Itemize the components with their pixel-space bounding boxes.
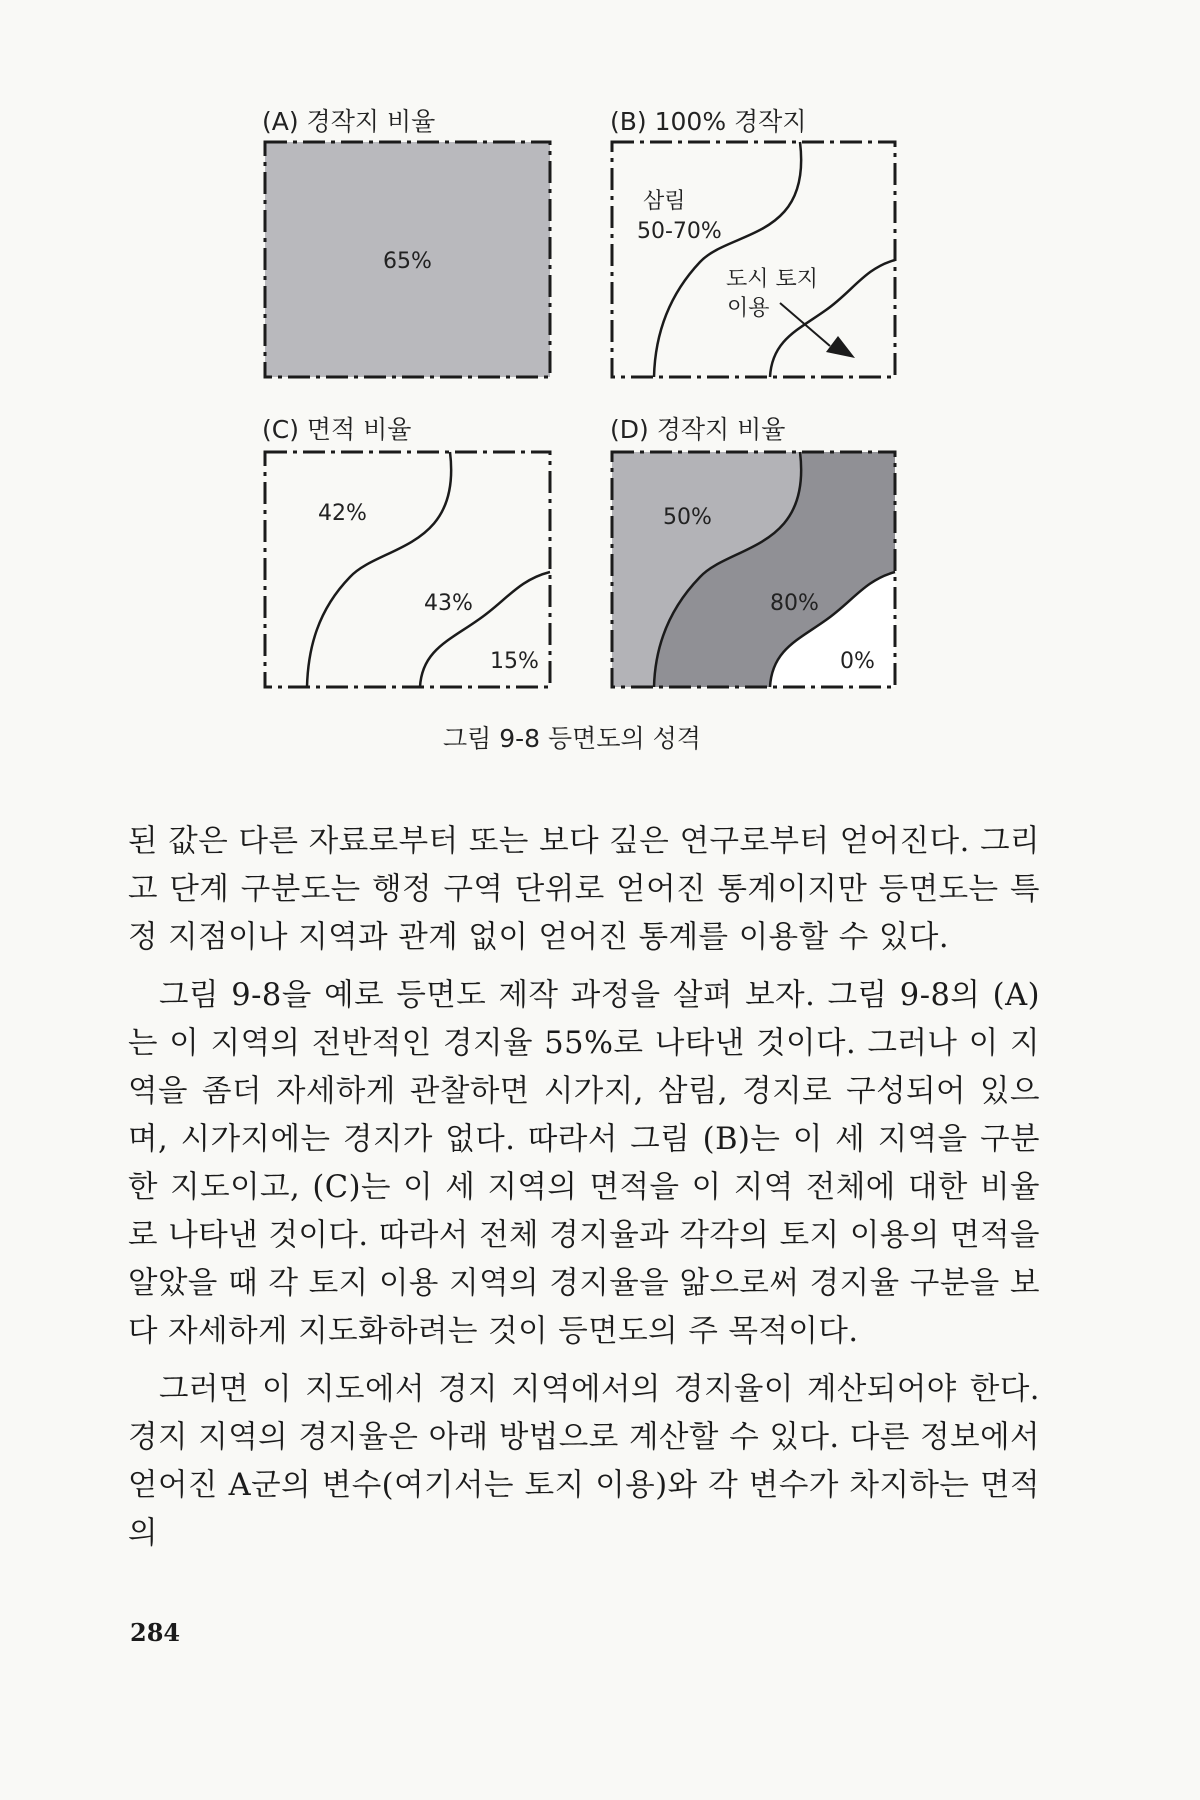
panel-c-value-forest: 42% xyxy=(318,501,367,526)
panel-d xyxy=(610,415,895,687)
panel-b-arrow-head xyxy=(826,336,855,358)
panel-a-value: 65% xyxy=(383,249,432,274)
panel-d-label: (D) 경작지 비율 xyxy=(610,415,786,444)
panel-c-value-farm: 43% xyxy=(424,591,473,616)
body-text xyxy=(128,818,1040,1568)
panel-b-forest-boundary xyxy=(654,142,801,377)
paragraph-1: 된 값은 다른 자료로부터 또는 보다 깊은 연구로부터 얻어진다. 그리고 단계 구분도는 행정 구역 단위로 얻어진 통계이지만 등면도는 특정 지점이나 지역과 관계 없이 얻어진 통계를 이용할 수 있다. xyxy=(128,824,1040,955)
panel-b-urban-label: 도시 토지 xyxy=(726,267,819,292)
figure-caption: 그림 9-8 등면도의 성격 xyxy=(443,724,701,753)
panel-d-value-farm: 80% xyxy=(770,591,819,616)
panel-b-forest-label: 삼림 xyxy=(643,189,686,214)
panel-a-label: (A) 경작지 비율 xyxy=(262,107,436,136)
panel-a xyxy=(262,107,550,377)
panel-c-value-urban: 15% xyxy=(490,649,539,674)
panel-b-forest-range: 50-70% xyxy=(637,219,722,244)
page-number: 284 xyxy=(130,1618,181,1647)
paragraph-3: 그러면 이 지도에서 경지 지역에서의 경지율이 계산되어야 한다. 경지 지역의 경지율은 아래 방법으로 계산할 수 있다. 다른 정보에서 얻어진 A군의 변수(여기서는 토지 이용)와 각 변수가 차지하는 면적의 xyxy=(128,1372,1040,1551)
panel-b-label: (B) 100% 경작지 xyxy=(610,107,807,136)
panel-b-border xyxy=(612,142,895,377)
panel-b xyxy=(610,107,895,377)
panel-d-value-urban: 0% xyxy=(840,649,875,674)
figure-9-8 xyxy=(0,0,1200,800)
panel-c-boundary-1 xyxy=(307,452,451,687)
panel-b-urban-label-2: 이용 xyxy=(727,296,770,321)
paragraph-2: 그림 9-8을 예로 등면도 제작 과정을 살펴 보자. 그림 9-8의 (A)는 이 지역의 전반적인 경지율 55%로 나타낸 것이다. 그러나 이 지역을 좀더 자세하게 관찰하면 시가지, 삼림, 경지로 구성되어 있으며, 시가지에는 경지가 없다. 따라서 그림 (B)는 이 세 지역을 구분한 지도이고, (C)는 이 세 지역의 면적을 이 지역 전체에 대한 비율로 나타낸 것이다. 따라서 전체 경지율과 각각의 토지 이용의 면적을 알았을 때 각 토지 이용 지역의 경지율을 앎으로써 경지율 구분을 보다 자세하게 지도화하려는 것이 등면도의 주 목적이다. xyxy=(128,978,1040,1349)
panel-d-value-forest: 50% xyxy=(663,505,712,530)
panel-c-label: (C) 면적 비율 xyxy=(262,415,412,444)
panel-c xyxy=(262,415,550,687)
